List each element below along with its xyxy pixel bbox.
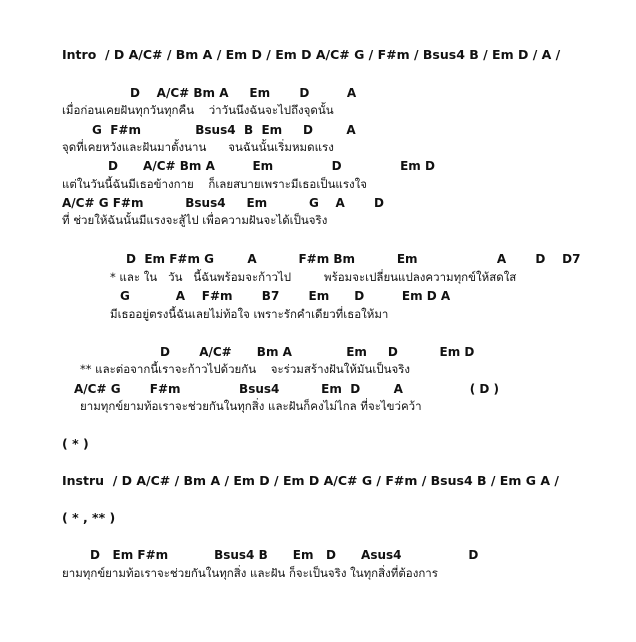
lyric-line: จุดที่เคยหวังและฝันมาตั้งนาน จนฉันนั้นเริ่มหมดแรง <box>62 140 334 154</box>
chord-line: D A/C# Bm A Em D Em D <box>108 159 435 173</box>
chord-line: A/C# G F#m Bsus4 Em G A D <box>62 196 385 210</box>
lyric-line: * และ ใน วัน นี้ฉันพร้อมจะก้าวไป พร้อมจะเปลี่ยนแปลงความทุกข์ให้สดใส <box>110 270 517 284</box>
chord-line: D A/C# Bm A Em D Em D <box>160 345 475 359</box>
chord-line: G A F#m B7 Em D Em D A <box>120 289 451 303</box>
lyric-line: ** และต่อจากนี้เราจะก้าวไปด้วยกัน จะร่วมสร้างฝันให้มันเป็นจริง <box>80 362 410 376</box>
chord-line: D A/C# Bm A Em D A <box>130 86 357 100</box>
lyric-line: ที่ ช่วยให้ฉันนั้นมีแรงจะสู้ไป เพื่อความฝันจะได้เป็นจริง <box>62 213 328 227</box>
lyric-line: แต่ในวันนี้ฉันมีเธอข้างกาย ก็เลยสบายเพราะมีเธอเป็นแรงใจ <box>62 177 367 191</box>
chord-line: D Em F#m G A F#m Bm Em A D D7 <box>126 252 581 266</box>
repeat-chorus-bridge-marker: ( * , ** ) <box>62 510 116 525</box>
chord-line: A/C# G F#m Bsus4 Em D A ( D ) <box>74 382 500 396</box>
lyric-line: ยามทุกข์ยามท้อเราจะช่วยกันในทุกสิ่ง และฝัน ก็จะเป็นจริง ในทุกสิ่งที่ต้องการ <box>62 566 438 580</box>
chord-line: D Em F#m Bsus4 B Em D Asus4 D <box>90 548 479 562</box>
intro-line: Intro / D A/C# / Bm A / Em D / Em D A/C# G / F#m / Bsus4 B / Em D / A / <box>62 47 561 62</box>
lyric-line: เมื่อก่อนเคยฝันทุกวันทุกคืน ว่าวันนึงฉันจะไปถึงจุดนั้น <box>62 103 334 117</box>
instru-line: Instru / D A/C# / Bm A / Em D / Em D A/C# G / F#m / Bsus4 B / Em G A / <box>62 473 559 488</box>
chord-line: G F#m Bsus4 B Em D A <box>92 123 356 137</box>
repeat-chorus-marker: ( * ) <box>62 436 89 451</box>
lyric-line: ยามทุกข์ยามท้อเราจะช่วยกันในทุกสิ่ง และฝันก็คงไม่ไกล ที่จะไขว่คว้า <box>80 399 422 413</box>
lyric-line: มีเธออยู่ตรงนี้ฉันเลยไม่ท้อใจ เพราะรักคำเดียวที่เธอให้มา <box>110 307 389 321</box>
